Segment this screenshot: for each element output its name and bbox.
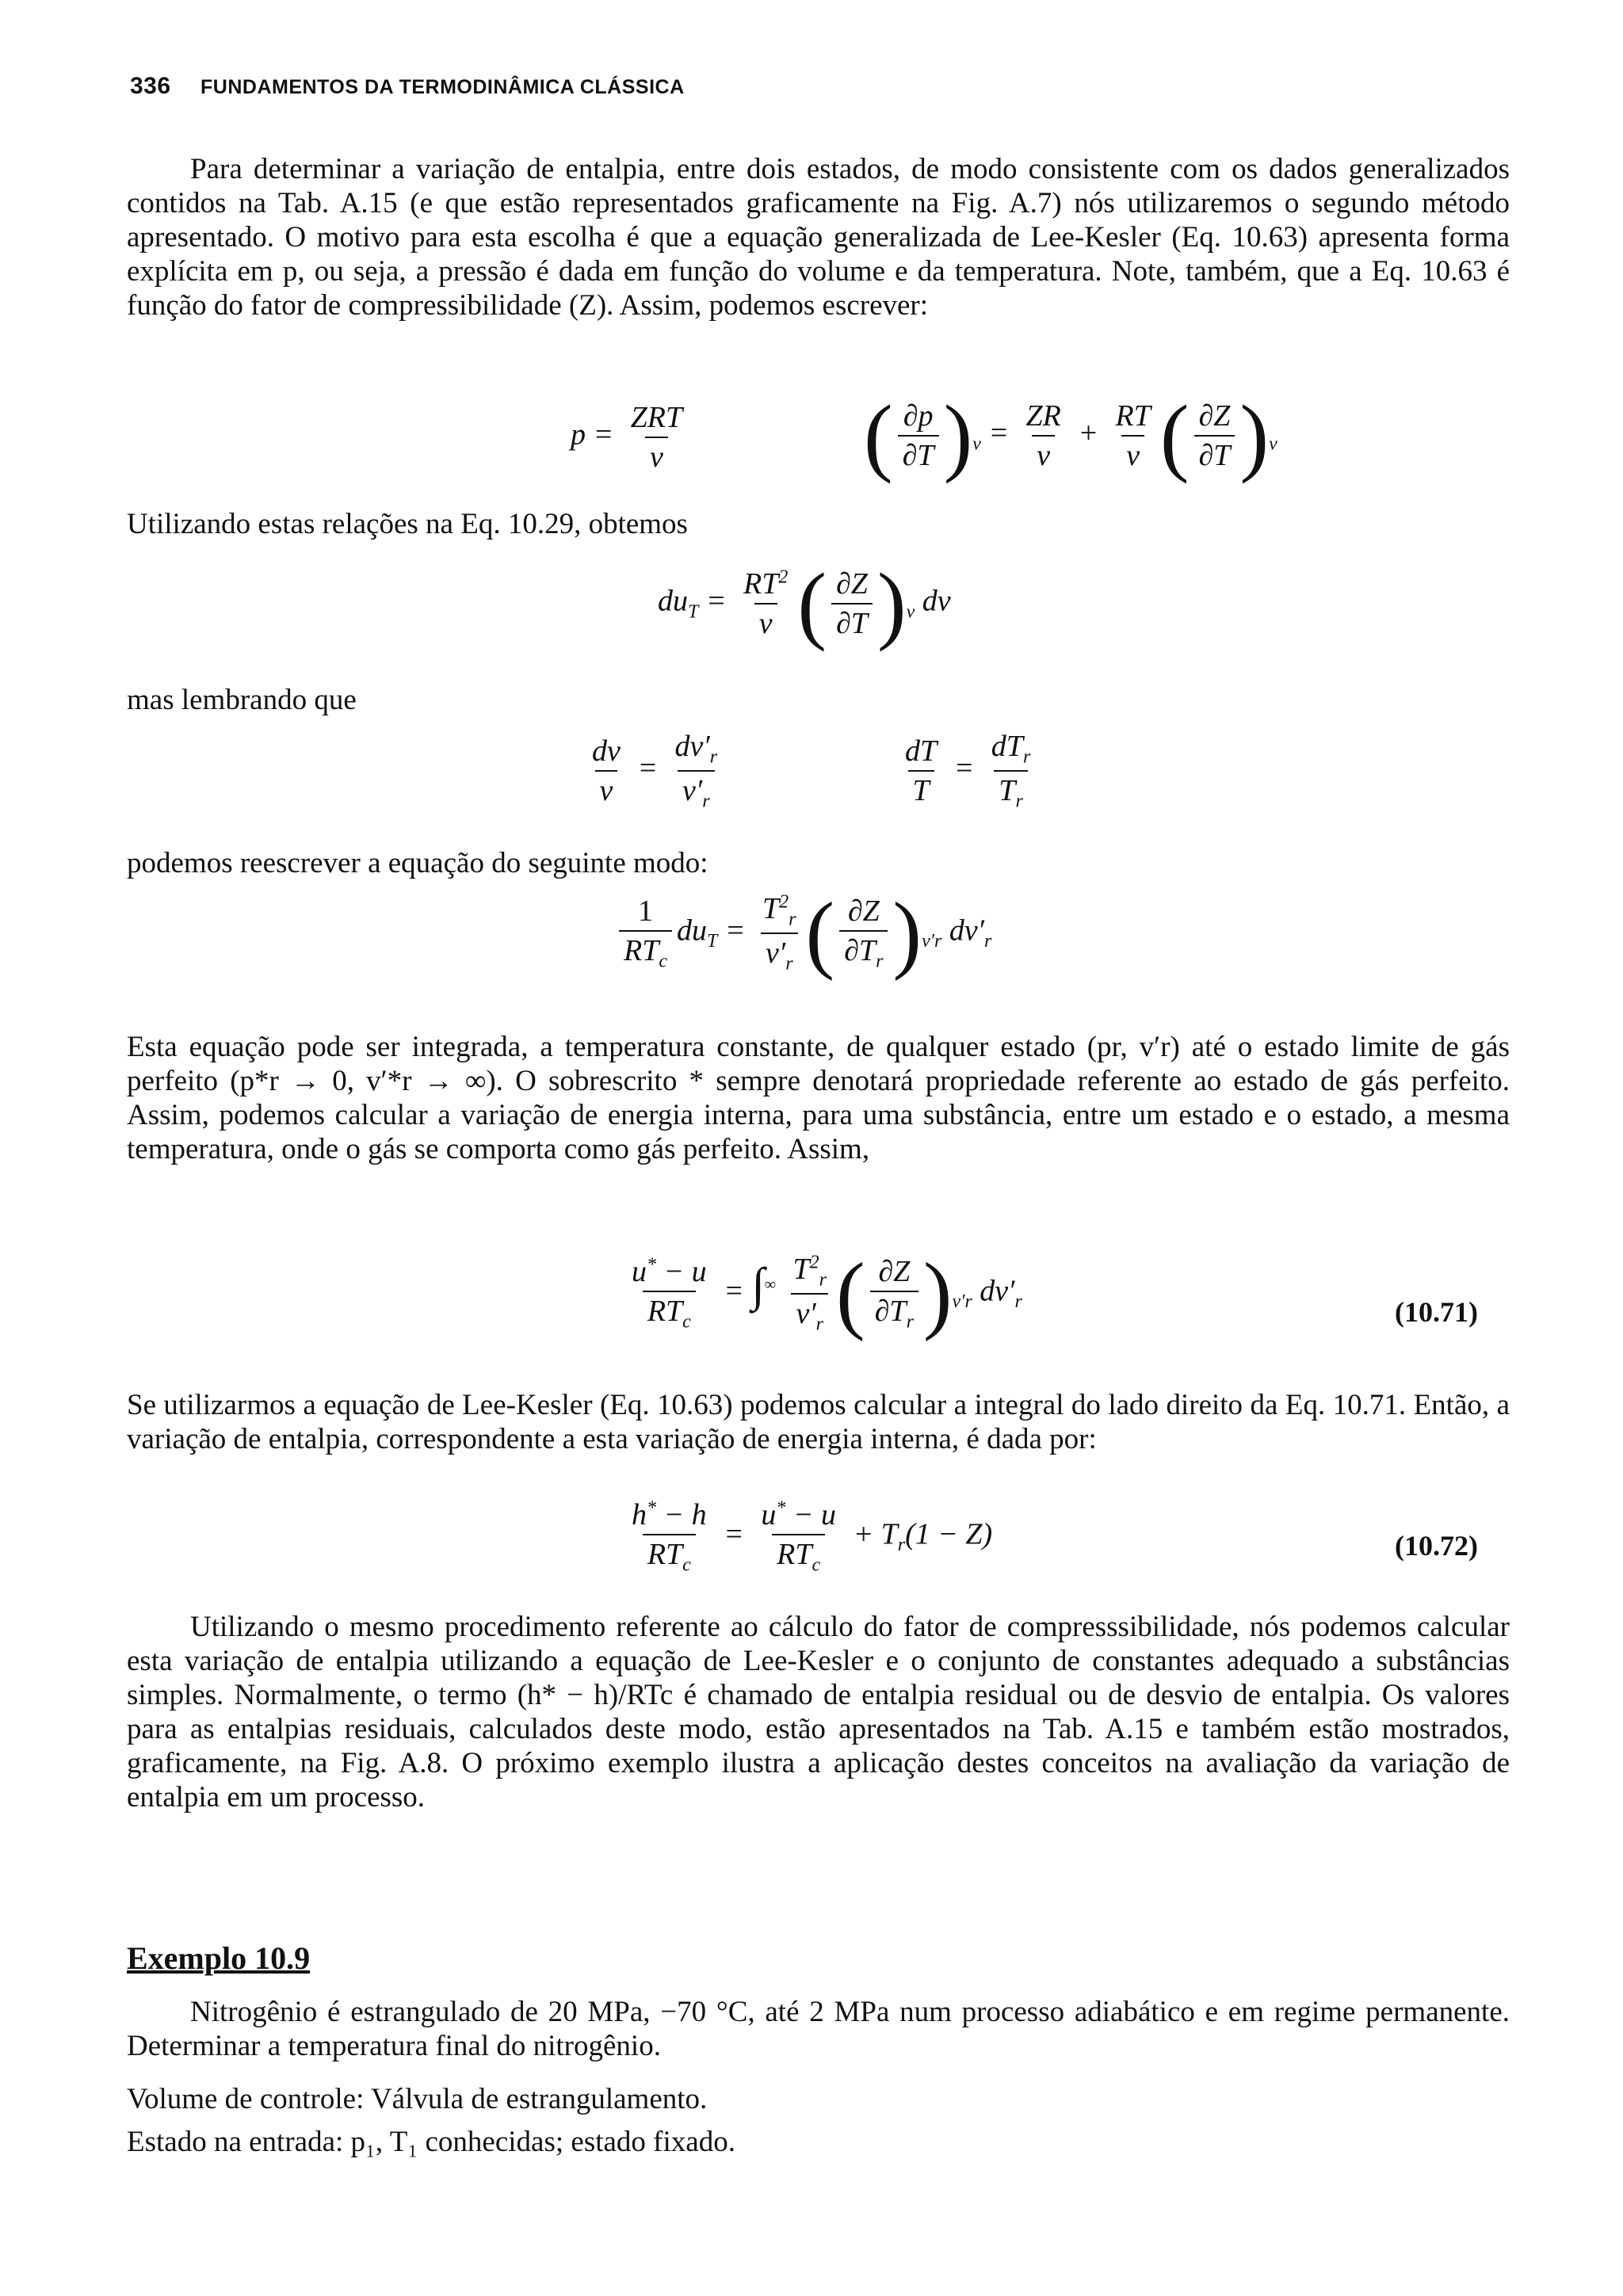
equation-10-71: $\frac{u^* - u}{RT_c}$ = ∫∞ $\frac{T^2_r}{v'_r}$ ( $\frac{\partial Z}{\partial T_r}$ )$_{v'r}$ $dv'_r$	[632, 1245, 1022, 1342]
equation-dp-dT: ( $\frac{\partial p}{\partial T}$ )$_v$ = $\frac{ZR}{v}$ + $\frac{RT}{v}$ ( $\frac{\partial Z}{\partial T}$ )$_v$	[864, 387, 1277, 484]
paragraph-intro: Para determinar a variação de entalpia, entre dois estados, de modo consistente com os dados generalizados contidos na Tab. A.15 (e que estão representados graficamente na Fig. A.7) nós utilizaremos o segundo método apresentado. O motivo para esta escolha é que a equação generalizada de Lee-Kesler (Eq. 10.63) apresenta forma explícita em p, ou seja, a pressão é dada em função do volume e da temperatura. Note, também, que a Eq. 10.63 é função do fator de compressibilidade (Z). Assim, podemos escrever:	[127, 153, 1510, 322]
equation-number-10-71: (10.71)	[1395, 1296, 1478, 1328]
example-control-volume: Volume de controle: Válvula de estrangulamento.	[127, 2083, 708, 2115]
equation-number-10-72: (10.72)	[1395, 1530, 1478, 1562]
paragraph-residual-enthalpy: Utilizando o mesmo procedimento referente ao cálculo do fator de compresssibilidade, nós podemos calcular esta variação de entalpia utilizando a equação de Lee-Kesler e o conjunto de constantes adequado a substâncias simples. Normalmente, o termo (h* − h)/RTc é chamado de entalpia residual ou de desvio de entalpia. Os valores para as entalpias residuais, calculados deste modo, estão apresentados na Tab. A.15 e também estão mostrados, graficamente, na Fig. A.8. O próximo exemplo ilustra a aplicação destes conceitos na avaliação da variação de entalpia em um processo.	[127, 1611, 1510, 1814]
example-title: Exemplo 10.9	[127, 1940, 311, 1976]
running-title: FUNDAMENTOS DA TERMODINÂMICA CLÁSSICA	[200, 76, 685, 98]
equation-10-72: $\frac{h^* - h}{RT_c}$ = $\frac{u^* - u}{RT_c}$ + $T_r(1 - Z)$	[632, 1497, 993, 1576]
paragraph-lee-kesler: Se utilizarmos a equação de Lee-Kesler (Eq. 10.63) podemos calcular a integral do lado direito da Eq. 10.71. Então, a variação de entalpia, correspondente a esta variação de energia interna, é dada por:	[127, 1389, 1510, 1455]
paragraph-integration: Esta equação pode ser integrada, a temperatura constante, de qualquer estado (pr, v′r) até o estado limite de gás perfeito (p*r → 0, v′*r → ∞). O sobrescrito * sempre denotará propriedade referente ao estado de gás perfeito. Assim, podemos calcular a variação de energia interna, para uma substância, entre um estado e o estado, a mesma temperatura, onde o gás se comporta como gás perfeito. Assim,	[127, 1031, 1510, 1165]
equation-dT-ratio: $\frac{dT}{T}$ = $\frac{dT_r}{T_r}$	[905, 730, 1031, 812]
example-statement: Nitrogênio é estrangulado de 20 MPa, −70 °C, até 2 MPa num processo adiabático e em regime permanente. Determinar a temperatura final do nitrogênio.	[127, 1996, 1510, 2062]
equation-pressure: p = $\frac{\text{ZRT}}{v}$	[571, 401, 683, 474]
equation-dv-ratio: $\frac{dv}{v}$ = $\frac{dv'_r}{v'_r}$	[592, 730, 718, 812]
paragraph-relations: Utilizando estas relações na Eq. 10.29, obtemos	[127, 508, 688, 540]
paragraph-remember: mas lembrando que	[127, 684, 357, 716]
equation-reduced-du: $\frac{1}{RT_c}$ $du_T$ = $\frac{T^2_r}{v'_r}$ ( $\frac{\partial Z}{\partial T_r}$ )$_{v'r}$ $dv'_r$	[614, 891, 991, 974]
equation-du-T: $du_T$ = $\frac{RT^2}{v}$ ( $\frac{\partial Z}{\partial T}$ )$_v$ dv	[658, 555, 951, 652]
running-header	[130, 73, 685, 100]
example-inlet-state: Estado na entrada: p₁, T₁ conhecidas; estado fixado.	[127, 2126, 735, 2158]
page-number: 336	[130, 73, 171, 99]
paragraph-rewrite: podemos reescrever a equação do seguinte modo:	[127, 847, 708, 879]
